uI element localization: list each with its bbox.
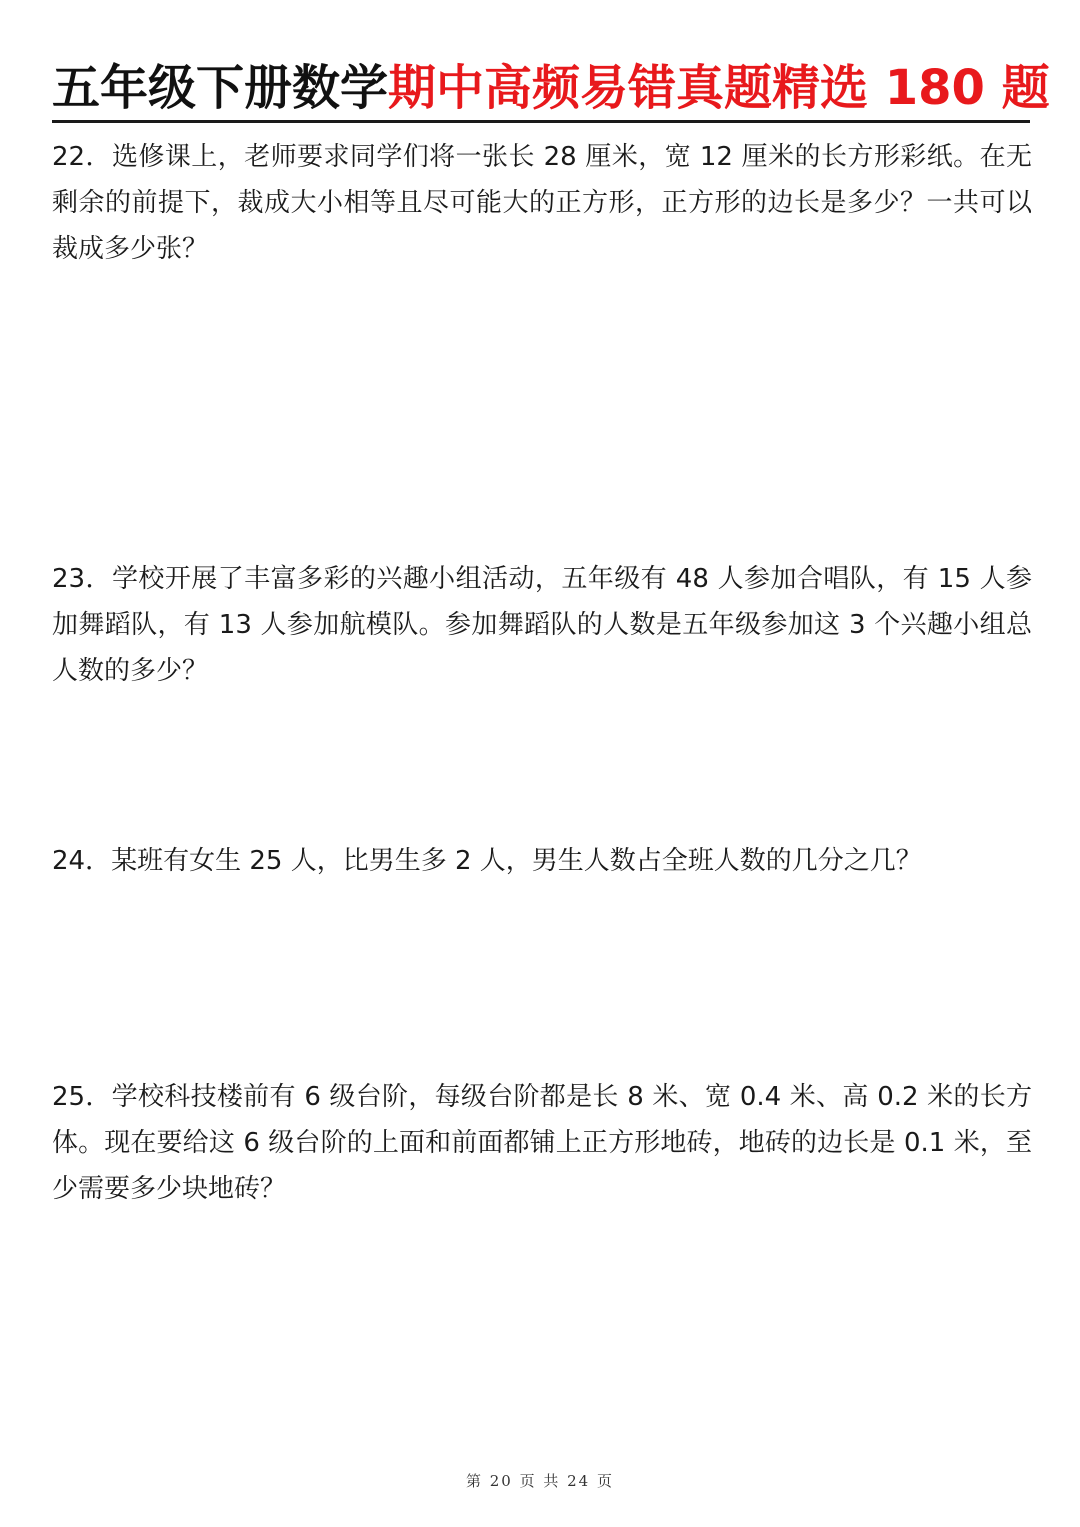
question-25: 25．学校科技楼前有 6 级台阶，每级台阶都是长 8 米、宽 0.4 米、高 0.2 米的长方体。现在要给这 6 级台阶的上面和前面都铺上正方形地砖，地砖的边长是 0.1 米，至少需要多少块地砖？ — [52, 1082, 1032, 1204]
page-footer: 第 20 页 共 24 页 — [465, 1472, 614, 1490]
question-24: 24．某班有女生 25 人，比男生多 2 人，男生人数占全班人数的几分之几？ — [52, 846, 922, 876]
header-divider — [52, 120, 1030, 123]
question-22: 22．选修课上，老师要求同学们将一张长 28 厘米，宽 12 厘米的长方形彩纸。在无剩余的前提下，裁成大小相等且尽可能大的正方形，正方形的边长是多少？一共可以裁成多少张？ — [52, 142, 1032, 264]
header-title-red: 期中高频易错真题精选 180 题 — [388, 60, 1050, 116]
question-23: 23．学校开展了丰富多彩的兴趣小组活动，五年级有 48 人参加合唱队，有 15 人参加舞蹈队，有 13 人参加航模队。参加舞蹈队的人数是五年级参加这 3 个兴趣小组总人数的多少？ — [52, 564, 1032, 686]
page-header — [52, 52, 1050, 124]
header-title-black: 五年级下册数学 — [52, 60, 389, 116]
